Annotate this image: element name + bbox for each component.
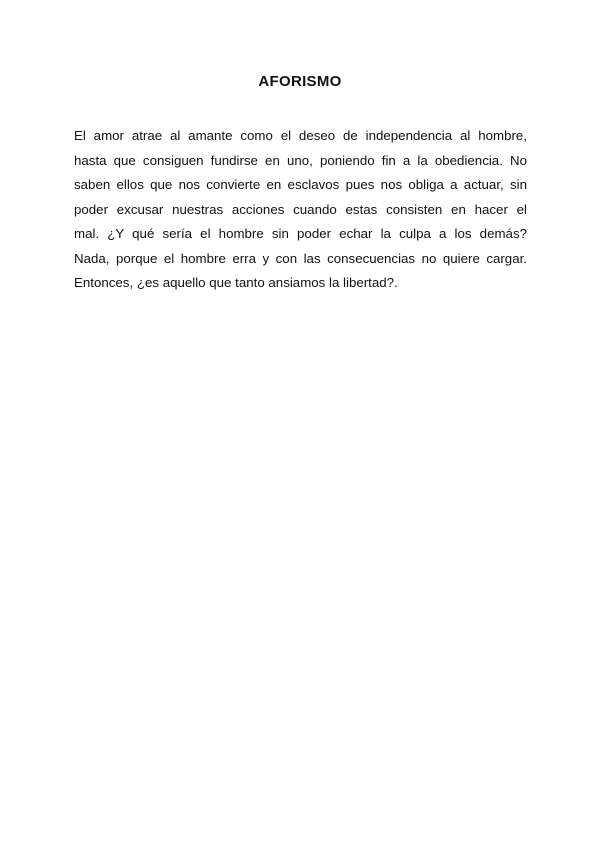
paragraph-line: El amor atrae al amante como el deseo de independencia al hombre, — [74, 128, 527, 143]
paragraph-line: Nada, porque el hombre erra y con las consecuencias no quiere cargar. — [74, 250, 527, 266]
paragraph-line: mal. ¿Y qué sería el hombre sin poder echar la culpa a los demás? — [74, 226, 527, 241]
paragraph-line: poder excusar nuestras acciones cuando estas consisten en hacer el — [74, 201, 527, 217]
paragraph-line: saben ellos que nos convierte en esclavos pues nos obliga a actuar, sin — [74, 177, 527, 192]
paragraph-line: hasta que consiguen fundirse en uno, poniendo fin a la obediencia. No — [74, 152, 527, 168]
aphorism-paragraph — [74, 124, 527, 296]
document-title: AFORISMO — [258, 73, 342, 90]
paragraph-line: Entonces, ¿es aquello que tanto ansiamos la libertad?. — [74, 275, 398, 290]
